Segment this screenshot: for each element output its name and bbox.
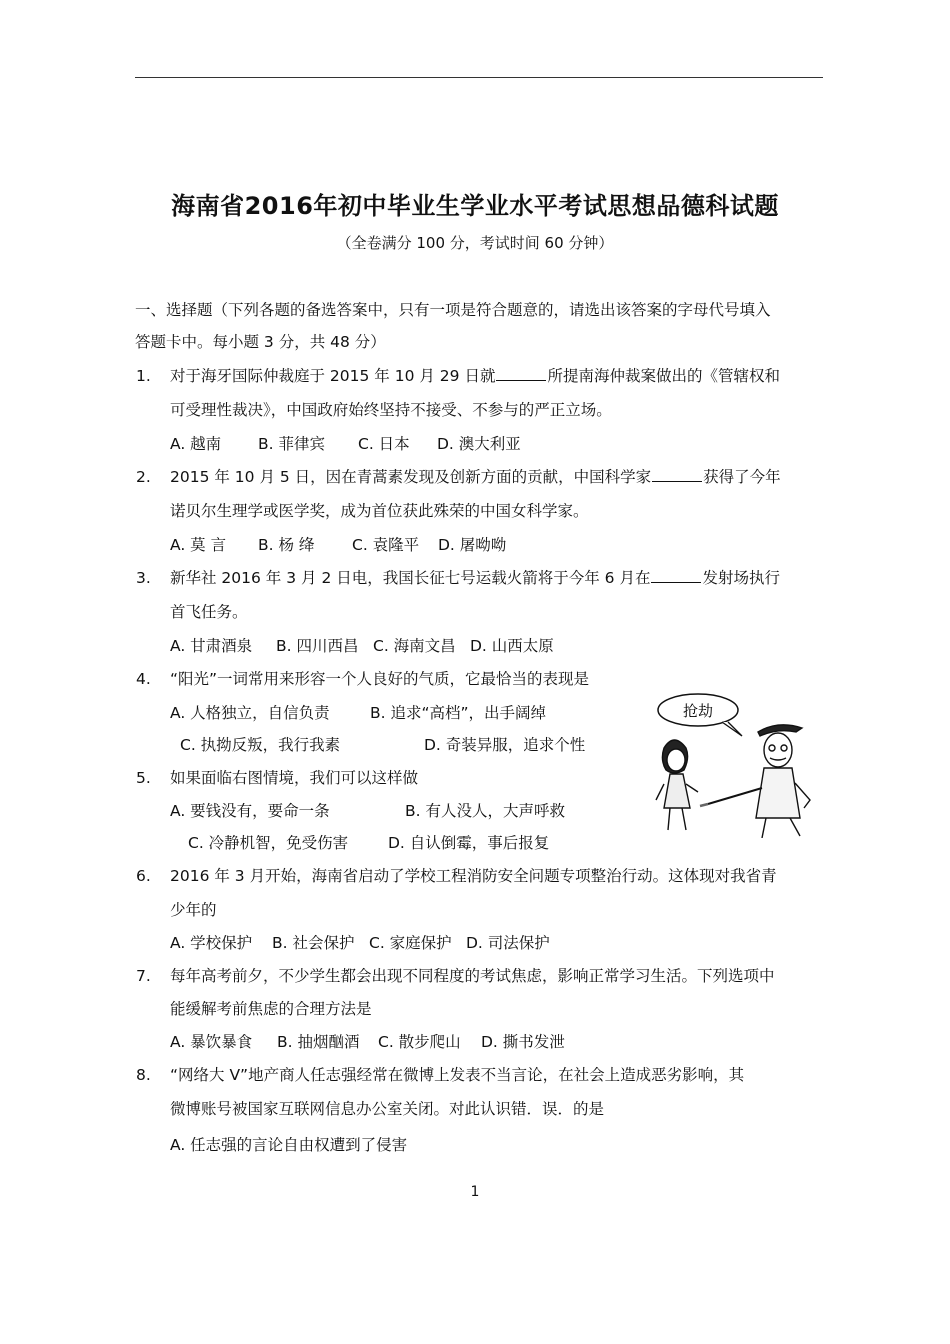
question-text: 的是	[573, 1100, 605, 1118]
question-text: 所提南海仲裁案做出的《管辖权和	[547, 367, 780, 385]
question-number: 5.	[136, 769, 151, 787]
question-3-line1	[170, 568, 780, 588]
option-a: A. 暴饮暴食	[170, 1033, 253, 1051]
option-c: C. 海南文昌	[373, 637, 456, 655]
option-b: B. 有人没人，大声呼救	[405, 802, 565, 820]
question-1-line2: 可受理性裁决》，中国政府始终坚持不接受、不参与的严正立场。	[170, 401, 612, 419]
question-5-line1: 如果面临右图情境，我们可以这样做	[170, 769, 419, 787]
robber-figure	[700, 725, 810, 838]
question-number: 1.	[136, 367, 151, 385]
option-d: D. 撕书发泄	[481, 1033, 565, 1051]
option-b: B. 四川西昌	[276, 637, 359, 655]
robbery-cartoon-illustration	[650, 688, 830, 838]
question-7-line2: 能缓解考前焦虑的合理方法是	[170, 1000, 372, 1018]
question-text: 发射场执行	[702, 569, 780, 587]
option-d: D. 屠呦呦	[438, 536, 507, 554]
option-a: A. 莫 言	[170, 536, 227, 554]
option-c: C. 冷静机智，免受伤害	[188, 834, 349, 852]
option-a: A. 要钱没有，要命一条	[170, 802, 330, 820]
option-b: B. 追求“高档”，出手阔绰	[370, 704, 547, 722]
question-number: 6.	[136, 867, 151, 885]
question-2-line2: 诺贝尔生理学或医学奖，成为首位获此殊荣的中国女科学家。	[170, 502, 589, 520]
question-number: 7.	[136, 967, 151, 985]
option-d: D. 澳大利亚	[437, 435, 521, 453]
question-2-line1	[170, 467, 781, 487]
question-text: 对于海牙国际仲裁庭于 2015 年 10 月 29 日就	[170, 367, 496, 385]
question-number: 3.	[136, 569, 151, 587]
question-8-line1: “网络大 V”地产商人任志强经常在微博上发表不当言论，在社会上造成恶劣影响，其	[170, 1066, 745, 1084]
question-6-line1: 2016 年 3 月开始，海南省启动了学校工程消防安全问题专项整治行动。这体现对我省青	[170, 867, 777, 885]
option-d: D. 奇装异服，追求个性	[424, 736, 586, 754]
exam-subtitle: （全卷满分 100 分，考试时间 60 分钟）	[336, 234, 614, 252]
victim-figure	[656, 740, 698, 830]
option-a: A. 学校保护	[170, 934, 253, 952]
question-4-line1: “阳光”一词常用来形容一个人良好的气质，它最恰当的表现是	[170, 670, 590, 688]
option-b: B. 社会保护	[272, 934, 355, 952]
section-instruction-line2: 答题卡中。每小题 3 分，共 48 分）	[135, 333, 386, 351]
fill-blank	[651, 568, 701, 583]
option-a: A. 越南	[170, 435, 222, 453]
option-b: B. 杨 绛	[258, 536, 315, 554]
question-7-line1: 每年高考前夕，不少学生都会出现不同程度的考试焦虑，影响正常学习生活。下列选项中	[170, 967, 775, 985]
option-b: B. 菲律宾	[258, 435, 325, 453]
section-instruction-line1: 一、选择题（下列各题的备选答案中，只有一项是符合题意的，请选出该答案的字母代号填入	[135, 301, 771, 319]
question-text: 2015 年 10 月 5 日，因在青蒿素发现及创新方面的贡献，中国科学家	[170, 468, 652, 486]
exam-title: 海南省2016年初中毕业生学业水平考试思想品德科试题	[171, 192, 779, 220]
question-text: 新华社 2016 年 3 月 2 日电，我国长征七号运载火箭将于今年 6 月在	[170, 569, 651, 587]
option-d: D. 山西太原	[470, 637, 554, 655]
option-c: C. 日本	[358, 435, 410, 453]
question-6-line2: 少年的	[170, 901, 217, 919]
option-c: C. 家庭保护	[369, 934, 452, 952]
option-a: A. 任志强的言论自由权遭到了侵害	[170, 1136, 408, 1154]
option-d: D. 自认倒霉，事后报复	[388, 834, 550, 852]
question-number: 2.	[136, 468, 151, 486]
page-number: 1	[470, 1184, 480, 1200]
question-1-line1	[170, 366, 780, 386]
speech-bubble-text: 抢劫	[682, 702, 714, 720]
fill-blank	[652, 467, 702, 482]
option-a: A. 甘肃酒泉	[170, 637, 253, 655]
question-text: 获得了今年	[703, 468, 781, 486]
option-c: C. 执拗反叛，我行我素	[180, 736, 341, 754]
option-c: C. 袁隆平	[352, 536, 420, 554]
option-a: A. 人格独立，自信负责	[170, 704, 330, 722]
speech-bubble-tail	[722, 722, 742, 736]
question-number: 8.	[136, 1066, 151, 1084]
question-8-line2	[170, 1099, 604, 1119]
option-d: D. 司法保护	[466, 934, 550, 952]
question-3-line2: 首飞任务。	[170, 603, 248, 621]
header-rule	[135, 77, 823, 78]
fill-blank	[496, 366, 546, 381]
option-b: B. 抽烟酗酒	[277, 1033, 360, 1051]
option-c: C. 散步爬山	[378, 1033, 461, 1051]
question-text: 微博账号被国家互联网信息办公室关闭。对此认识	[170, 1100, 512, 1118]
question-number: 4.	[136, 670, 151, 688]
emphasized-text: 错．误．	[511, 1100, 574, 1118]
